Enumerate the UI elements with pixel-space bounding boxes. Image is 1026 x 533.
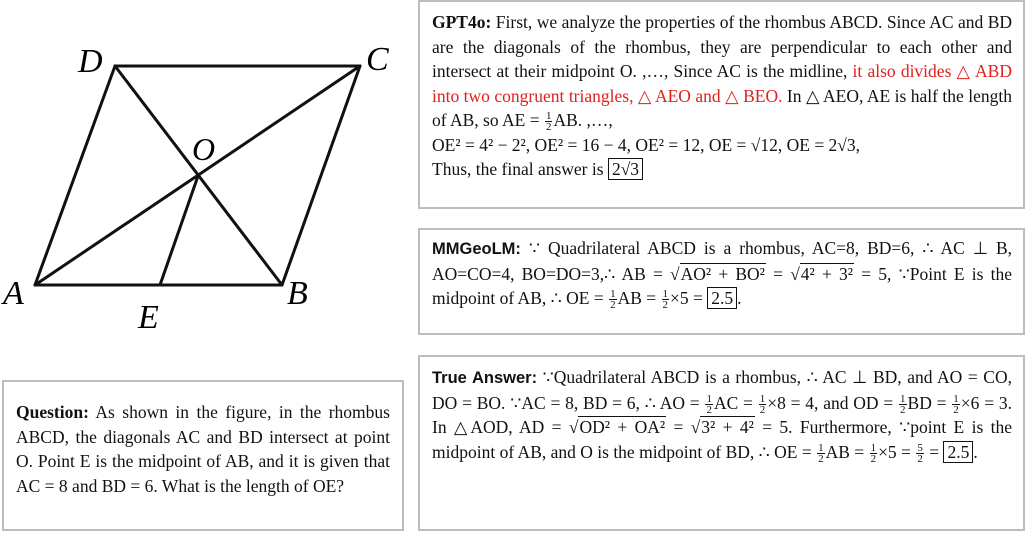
truth-text-7: = 5. Furthermore, ∵point E is the midpoint of AB, and O is the midpoint of BD, ∴ OE = — [432, 417, 1012, 462]
mmgeolm-label: MMGeoLM: — [432, 240, 521, 258]
label-E: E — [138, 299, 159, 336]
label-B: B — [287, 275, 308, 312]
fraction-half: $\frac{1}{2}$ — [870, 441, 877, 465]
true-answer-value: 2.5 — [943, 441, 973, 463]
mmgeolm-text-5: ×5 = — [670, 288, 708, 308]
fraction-half: $\frac{1}{2}$ — [610, 288, 616, 312]
gpt4o-text-3: AB. ,…, — [553, 110, 613, 130]
fraction-half: $\frac{1}{2}$ — [545, 110, 552, 134]
mmgeolm-text-3: = 5, ∵Point E is the midpoint of AB, ∴ OE = — [432, 263, 1012, 308]
label-A: A — [3, 275, 24, 312]
mmgeolm-text-1: ∵ Quadrilateral ABCD is a rhombus, AC=8, BD=6, ∴ AC ⊥ B, AO=CO=4, BO=DO=3,∴ AB = — [432, 238, 1012, 284]
mmgeolm-text-4: AB = — [617, 288, 661, 308]
question-label: Question: — [16, 402, 89, 422]
mmgeolm-text-2: = — [765, 263, 791, 284]
gpt4o-text-1: First, we analyze the properties of the rhombus ABCD. Since AC and BD are the diagonals of the rhombus, they are perpendicular to each other and intersect at their midpoint O. ,…, Since AC is the midline, — [432, 12, 1013, 81]
truth-text-1: ∵Quadrilateral ABCD is a rhombus, ∴ AC ⊥ BD, and AO = CO, DO = BO. ∵AC = 8, BD = 6, ∴ AO = — [432, 367, 1012, 413]
truth-text-2: AC = — [713, 392, 758, 413]
gpt4o-final-answer: 2√3 — [608, 158, 643, 180]
mmgeolm-box: MMGeoLM: ∵ Quadrilateral ABCD is a rhombus, AC=8, BD=6, ∴ AC ⊥ B, AO=CO=4, BO=DO=3,∴ AB = √AO² + BO² = √4² + 3² = 5, ∵Point E is the midpoint of AB, ∴ OE = $\frac{1}{2}$ AB = $\frac{1}{2}$ ×5 = 2.5 . — [418, 228, 1025, 335]
true-answer-box: True Answer: ∵Quadrilateral ABCD is a rhombus, ∴ AC ⊥ BD, and AO = CO, DO = BO. ∵AC = 8, BD = 6, ∴ AO = $\frac{1}{2}$ AC = $\frac{1}{2}$ ×8 = 4, and OD = $\frac{1}{2}$ BD = $\frac{1}{2}$ ×6 = 3. In △AOD, AD = √OD² + OA² = √3² + 4² = 5. Furthermore, ∵point E is the midpoint of AB, and O is the midpoint of BD, ∴ OE = $\frac{1}{2}$ AB = $\frac{1}{2}$ ×5 = $\frac{5}{2}$ = 2.5 . — [418, 355, 1025, 531]
mmgeolm-sqrt-2: 4² + 3² — [800, 263, 854, 284]
edge-AD — [35, 66, 115, 285]
label-C: C — [366, 41, 389, 78]
truth-text-3: ×8 = 4, and OD = — [767, 392, 899, 413]
mmgeolm-end: . — [737, 288, 742, 308]
fraction-half: $\frac{1}{2}$ — [900, 392, 906, 416]
fraction-half: $\frac{1}{2}$ — [818, 441, 824, 465]
gpt4o-box — [418, 0, 1025, 209]
fraction-five-halves: $\frac{5}{2}$ — [917, 441, 923, 465]
rhombus-figure — [0, 30, 420, 370]
gpt4o-final-prefix: Thus, the final answer is — [432, 159, 608, 179]
gpt4o-text-2: In △ AEO, AE is half the length of AB, so AE = — [432, 85, 1012, 130]
truth-end: . — [973, 441, 978, 462]
question-text: As shown in the figure, in the rhombus ABCD, the diagonals AC and BD intersect at point O. Point E is the midpoint of AB, and it is given that AC = 8 and BD = 6. What is the length of OE? — [16, 402, 390, 496]
fraction-half: $\frac{1}{2}$ — [662, 288, 669, 312]
fraction-half: $\frac{1}{2}$ — [759, 392, 766, 416]
truth-text-8: AB = — [825, 441, 869, 462]
gpt4o-highlight: it also divides △ ABD into two congruent triangles, △ AEO and △ BEO. — [432, 61, 1012, 106]
true-answer-label: True Answer: — [432, 369, 538, 387]
truth-sqrt-1: OD² + OA² — [579, 417, 666, 437]
truth-text-10: = — [924, 441, 944, 462]
segment-OE — [160, 176, 198, 285]
fraction-half: $\frac{1}{2}$ — [706, 392, 712, 416]
edge-CB — [282, 66, 360, 285]
truth-text-9: ×5 = — [878, 441, 916, 462]
question-box — [2, 380, 404, 531]
gpt4o-label: GPT4o: — [432, 12, 492, 32]
truth-sqrt-2: 3² + 4² — [701, 417, 754, 437]
fraction-half: $\frac{1}{2}$ — [953, 392, 959, 416]
label-O: O — [192, 131, 216, 167]
mmgeolm-sqrt-1: AO² + BO² — [680, 263, 765, 284]
mmgeolm-answer: 2.5 — [707, 287, 737, 309]
truth-text-5: ×6 = 3. In △AOD, AD = — [432, 392, 1013, 437]
gpt4o-equations: OE² = 4² − 2², OE² = 16 − 4, OE² = 12, OE = √12, OE = 2√3, — [432, 134, 861, 155]
truth-text-4: BD = — [907, 392, 952, 413]
label-D: D — [78, 43, 103, 80]
truth-text-6: = — [666, 417, 691, 437]
